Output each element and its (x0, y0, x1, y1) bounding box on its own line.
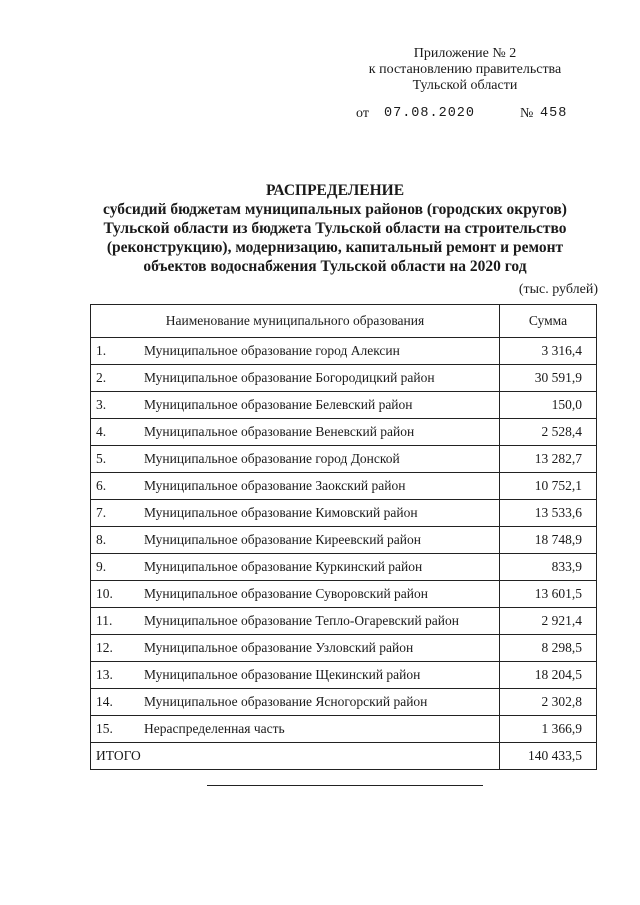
title-line-4: объектов водоснабжения Тульской области на 2020 год (143, 258, 527, 275)
table-row (91, 419, 597, 446)
annex-line-3: Тульской области (412, 78, 518, 93)
number-label: № (520, 106, 534, 121)
total-sum: 140 433,5 (500, 743, 597, 770)
table-row (91, 365, 597, 392)
table-row (91, 689, 597, 716)
row-sum: 13 601,5 (500, 581, 597, 608)
row-name: Муниципальное образование город Алексин (132, 338, 500, 365)
annex-line-1: Приложение № 2 (413, 46, 517, 61)
row-name: Муниципальное образование Щекинский район (132, 662, 500, 689)
title-line-1: субсидий бюджетам муниципальных районов (городских округов) (103, 201, 567, 218)
table-row (91, 554, 597, 581)
from-label: от (356, 106, 369, 121)
row-name: Муниципальное образование Киреевский район (132, 527, 500, 554)
row-number: 8. (91, 527, 133, 554)
table-row (91, 716, 597, 743)
row-sum: 10 752,1 (500, 473, 597, 500)
row-sum: 2 302,8 (500, 689, 597, 716)
row-name: Муниципальное образование город Донской (132, 446, 500, 473)
row-name: Муниципальное образование Узловский район (132, 635, 500, 662)
row-sum: 2 528,4 (500, 419, 597, 446)
row-sum: 18 204,5 (500, 662, 597, 689)
column-header-sum: Сумма (500, 305, 597, 338)
row-sum: 1 366,9 (500, 716, 597, 743)
table-row (91, 608, 597, 635)
row-name: Муниципальное образование Богородицкий район (132, 365, 500, 392)
annex-line-2: к постановлению правительства (368, 62, 562, 77)
row-sum: 833,9 (500, 554, 597, 581)
total-row (91, 743, 597, 770)
row-number: 9. (91, 554, 133, 581)
row-number: 14. (91, 689, 133, 716)
column-header-name: Наименование муниципального образования (91, 305, 500, 338)
row-number: 4. (91, 419, 133, 446)
row-number: 1. (91, 338, 133, 365)
title-line-2: Тульской области из бюджета Тульской области на строительство (103, 220, 567, 237)
row-name: Муниципальное образование Тепло-Огаревский район (132, 608, 500, 635)
row-sum: 13 533,6 (500, 500, 597, 527)
row-sum: 150,0 (500, 392, 597, 419)
row-number: 12. (91, 635, 133, 662)
row-sum: 13 282,7 (500, 446, 597, 473)
row-number: 6. (91, 473, 133, 500)
table-row (91, 527, 597, 554)
total-label: ИТОГО (91, 743, 500, 770)
row-number: 15. (91, 716, 133, 743)
row-sum: 8 298,5 (500, 635, 597, 662)
units-note: (тыс. рублей) (518, 282, 598, 297)
row-sum: 30 591,9 (500, 365, 597, 392)
row-number: 2. (91, 365, 133, 392)
row-name: Муниципальное образование Белевский район (132, 392, 500, 419)
title-line-3: (реконструкцию), модернизацию, капитальный ремонт и ремонт (106, 239, 564, 256)
row-name: Муниципальное образование Веневский район (132, 419, 500, 446)
row-name: Муниципальное образование Куркинский район (132, 554, 500, 581)
annex-header (350, 46, 580, 94)
row-name: Нераспределенная часть (132, 716, 500, 743)
document-title (84, 181, 586, 276)
table-row (91, 338, 597, 365)
row-number: 5. (91, 446, 133, 473)
row-number: 11. (91, 608, 133, 635)
decree-date: 07.08.2020 (384, 106, 476, 121)
row-name: Муниципальное образование Ясногорский район (132, 689, 500, 716)
table-row (91, 473, 597, 500)
decree-number: 458 (540, 106, 568, 121)
row-number: 7. (91, 500, 133, 527)
table-row (91, 500, 597, 527)
table-row (91, 581, 597, 608)
row-sum: 18 748,9 (500, 527, 597, 554)
row-name: Муниципальное образование Кимовский район (132, 500, 500, 527)
row-sum: 2 921,4 (500, 608, 597, 635)
row-sum: 3 316,4 (500, 338, 597, 365)
table-row (91, 635, 597, 662)
row-number: 13. (91, 662, 133, 689)
row-name: Муниципальное образование Заокский район (132, 473, 500, 500)
row-number: 10. (91, 581, 133, 608)
table-row (91, 662, 597, 689)
row-number: 3. (91, 392, 133, 419)
table-row (91, 446, 597, 473)
distribution-table (90, 304, 597, 770)
row-name: Муниципальное образование Суворовский район (132, 581, 500, 608)
table-header-row (91, 305, 597, 338)
title-heading: РАСПРЕДЕЛЕНИЕ (265, 182, 405, 199)
separator-line (207, 785, 483, 786)
table-row (91, 392, 597, 419)
